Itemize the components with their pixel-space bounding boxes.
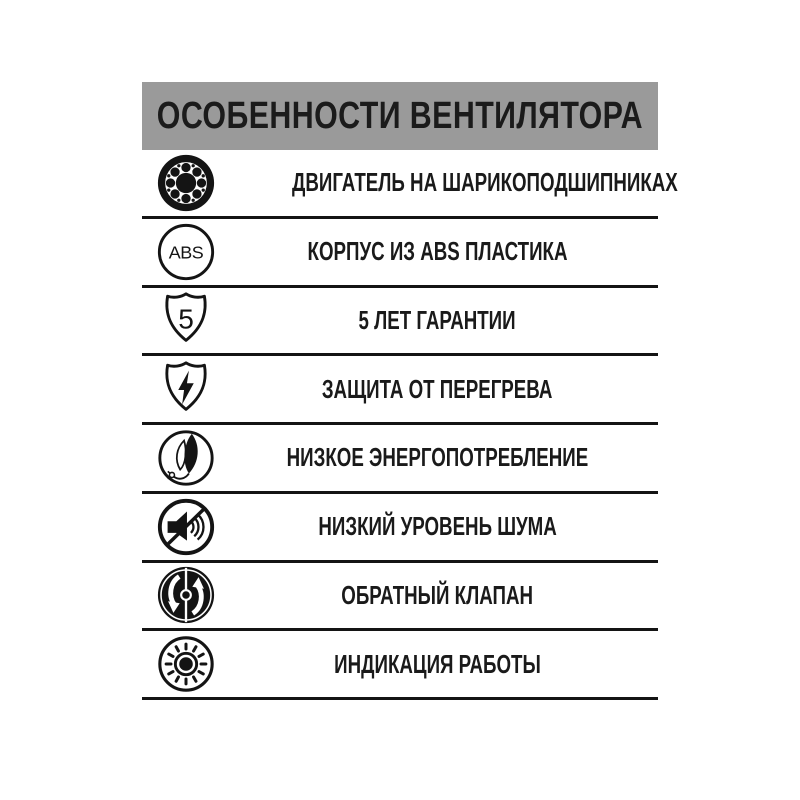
feature-row-noise	[142, 494, 658, 563]
work-indicator-icon	[155, 633, 217, 695]
ball-bearing-icon	[155, 152, 217, 214]
feature-row-warranty	[142, 288, 658, 357]
feature-row-indicator	[142, 631, 658, 700]
feature-label: НИЗКОЕ ЭНЕРГОПОТРЕБЛЕНИЕ	[286, 442, 589, 473]
abs-plastic-icon	[155, 221, 217, 283]
muted-speaker-icon	[155, 496, 217, 558]
svg-text:ABS: ABS	[168, 241, 204, 262]
feature-label: ЗАЩИТА ОТ ПЕРЕГРЕВА	[322, 373, 553, 404]
feature-label: КОРПУС ИЗ ABS ПЛАСТИКА	[307, 236, 568, 267]
feature-row-abs	[142, 219, 658, 288]
feature-label: 5 ЛЕТ ГАРАНТИИ	[358, 304, 517, 335]
feature-label: ДВИГАТЕЛЬ НА ШАРИКОПОДШИПНИКАХ	[292, 167, 678, 198]
header-bar	[142, 82, 658, 150]
feature-label: ОБРАТНЫЙ КЛАПАН	[341, 579, 534, 610]
feature-list	[142, 150, 678, 700]
svg-text:5: 5	[178, 304, 194, 336]
features-infographic	[142, 82, 678, 700]
feature-row-overheat	[142, 356, 658, 425]
eco-leaf-plug-icon	[155, 427, 217, 489]
feature-label: ИНДИКАЦИЯ РАБОТЫ	[334, 648, 541, 679]
feature-row-valve	[142, 563, 658, 632]
page-title: ОСОБЕННОСТИ ВЕНТИЛЯТОРА	[156, 94, 644, 137]
feature-label: НИЗКИЙ УРОВЕНЬ ШУМА	[318, 511, 557, 542]
check-valve-icon	[155, 564, 217, 626]
feature-row-bearing	[142, 150, 678, 219]
warranty-shield-icon	[155, 289, 217, 351]
feature-row-eco	[142, 425, 658, 494]
overheat-shield-icon	[155, 358, 217, 420]
